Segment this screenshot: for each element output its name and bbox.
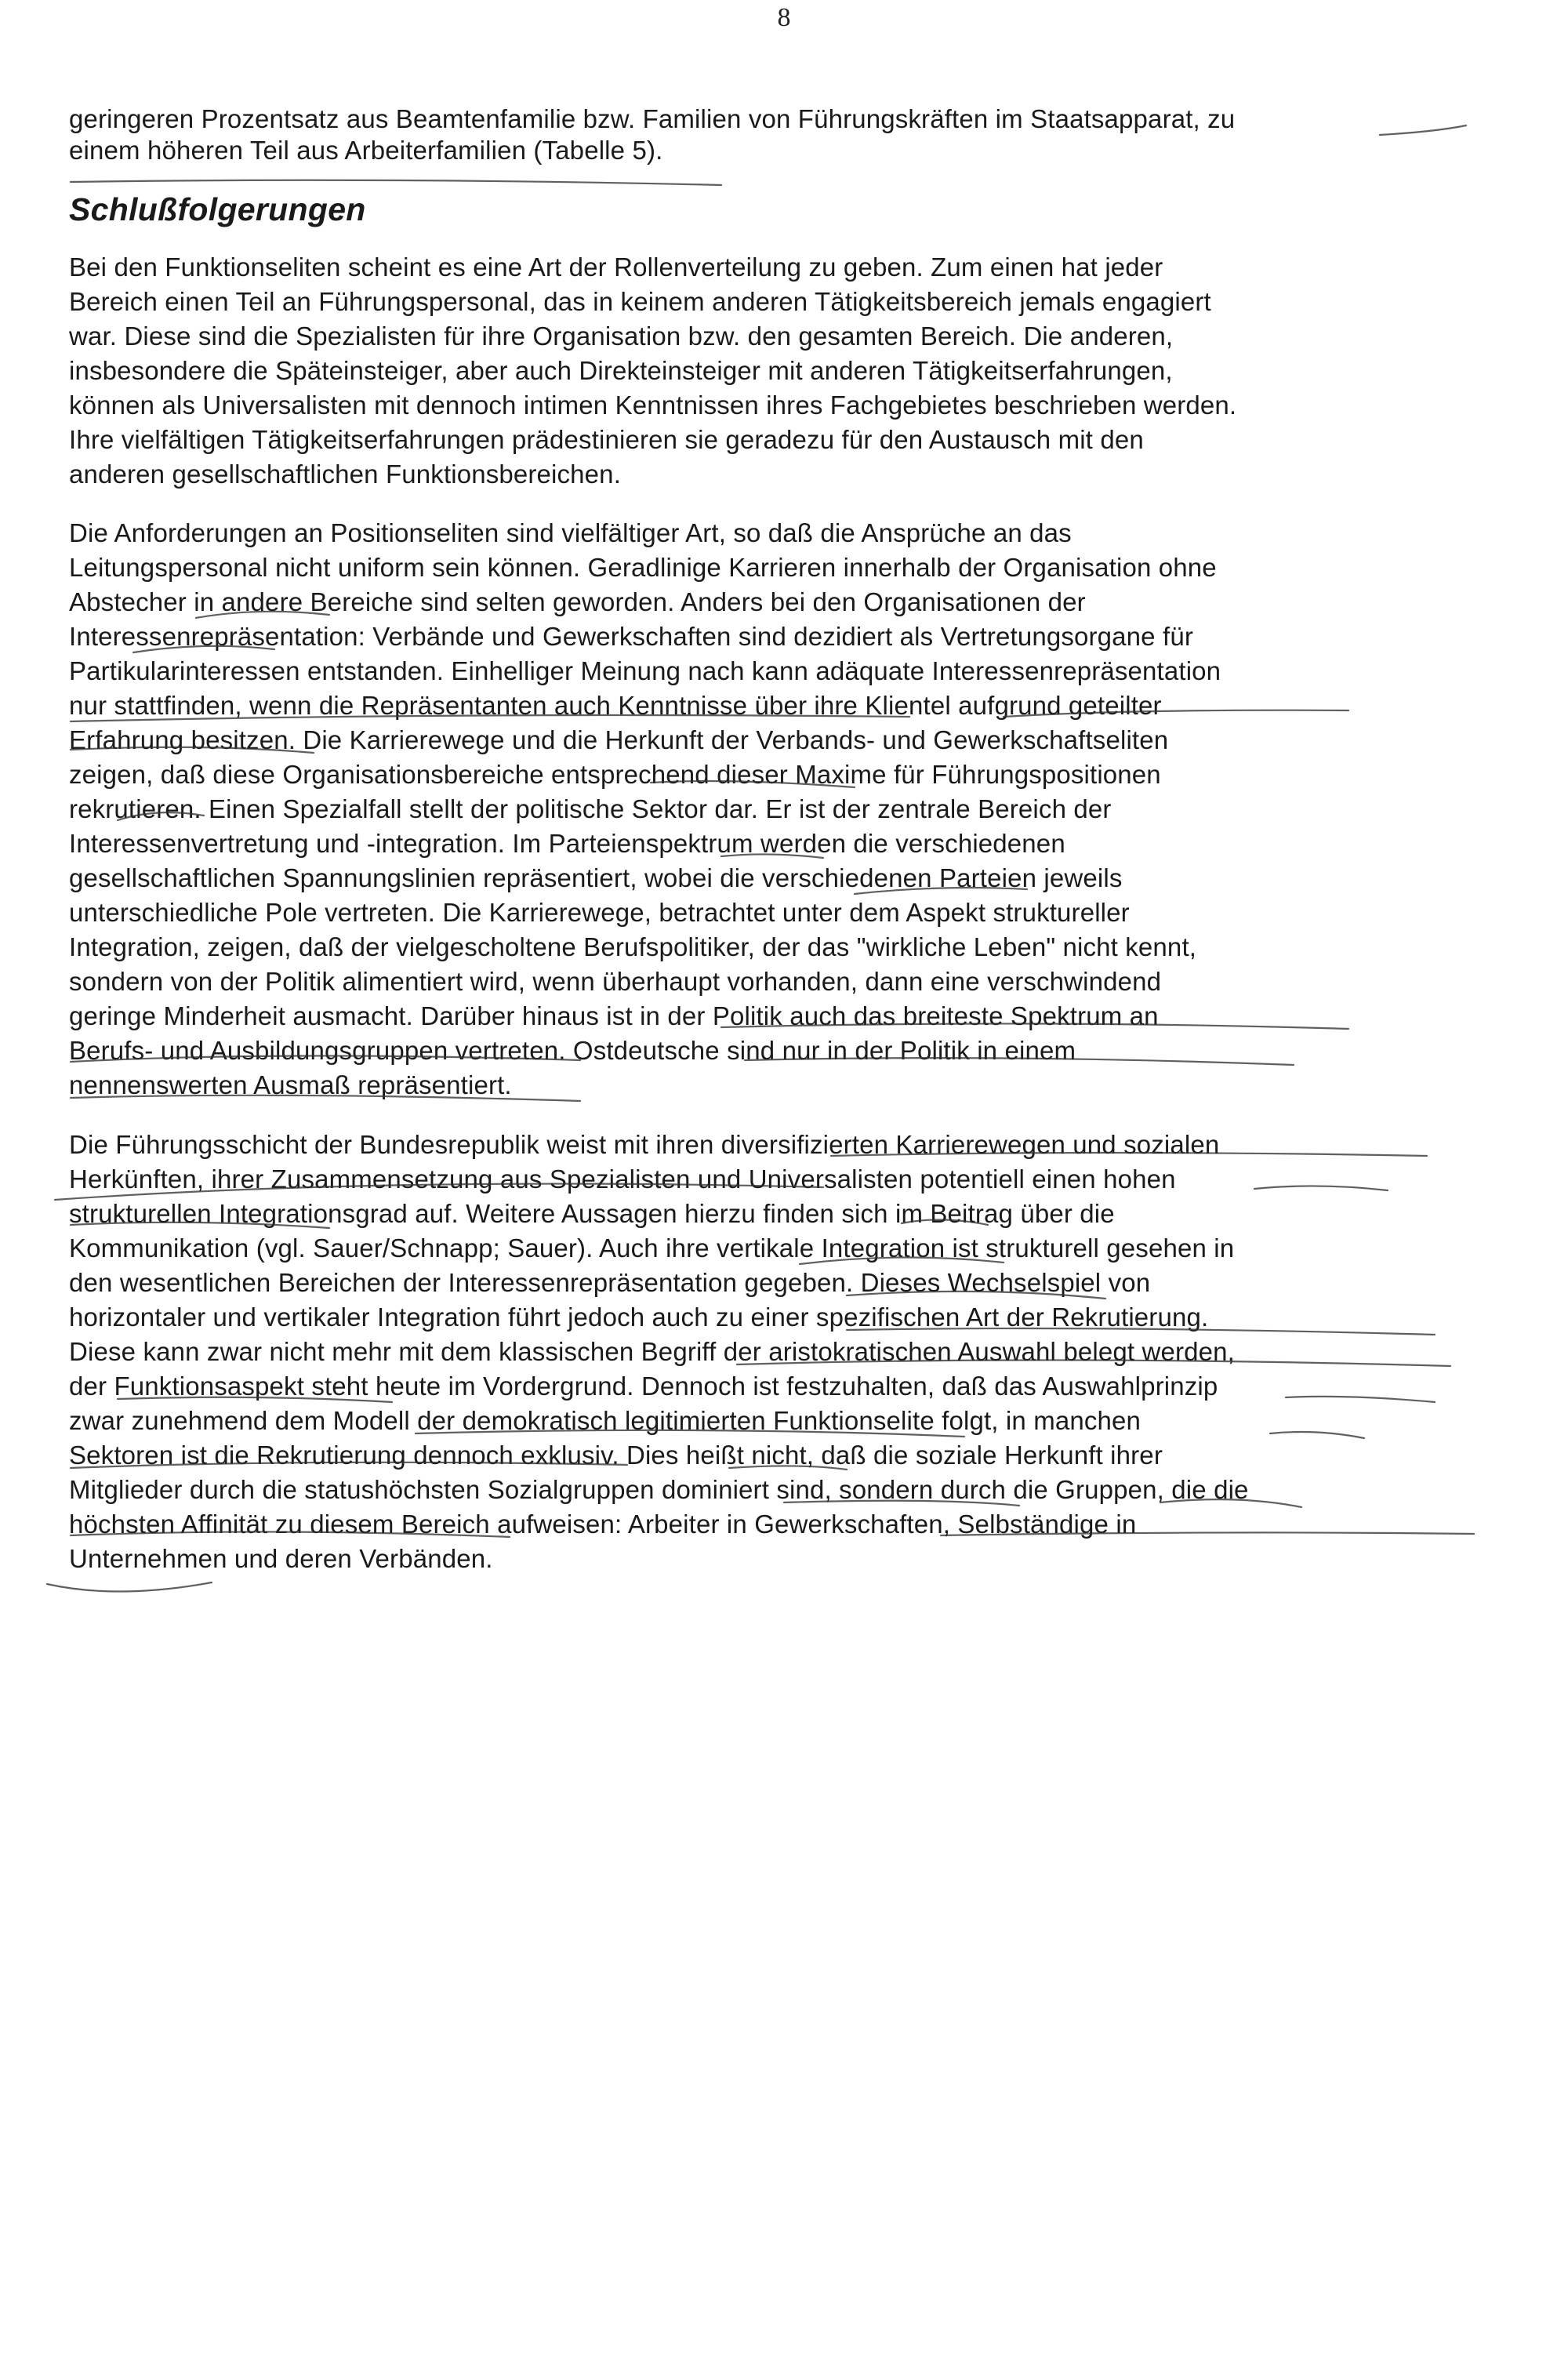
intro-line-1: geringeren Prozentsatz aus Beamtenfamilie bzw. Familien von Führungskräften im Staatsapparat, zu xyxy=(69,104,1236,133)
paragraph-2-line: Abstecher in andere Bereiche sind selten geworden. Anders bei den Organisationen der xyxy=(69,587,1086,616)
paragraph-3-line: Diese kann zwar nicht mehr mit dem klassischen Begriff der aristokratischen Auswahl belegt werden, xyxy=(69,1337,1235,1366)
paragraph-1-line: war. Diese sind die Spezialisten für ihre Organisation bzw. den gesamten Bereich. Die anderen, xyxy=(69,322,1174,351)
paragraph-2-line: gesellschaftlichen Spannungslinien repräsentiert, wobei die verschiedenen Parteien jeweils xyxy=(69,863,1123,892)
paragraph-1-line: Bei den Funktionseliten scheint es eine Art der Rollenverteilung zu geben. Zum einen hat jeder xyxy=(69,253,1163,282)
paragraph-2-line: Berufs- und Ausbildungsgruppen vertreten. Ostdeutsche sind nur in der Politik in einem xyxy=(69,1036,1076,1065)
paragraph-2-line: rekrutieren. Einen Spezialfall stellt der politische Sektor dar. Er ist der zentrale Bereich der xyxy=(69,794,1112,823)
paragraph-3-line: Kommunikation (vgl. Sauer/Schnapp; Sauer). Auch ihre vertikale Integration ist strukturell gesehen in xyxy=(69,1233,1235,1263)
paragraph-3-line: der Funktionsaspekt steht heute im Vordergrund. Dennoch ist festzuhalten, daß das Auswahlprinzip xyxy=(69,1372,1218,1401)
annotation-underline xyxy=(1380,125,1466,135)
section-heading: Schlußfolgerungen xyxy=(69,191,366,227)
paragraph-2-line: unterschiedliche Pole vertreten. Die Karrierewege, betrachtet unter dem Aspekt struktureller xyxy=(69,898,1130,927)
paragraph-1-line: Bereich einen Teil an Führungspersonal, das in keinem anderen Tätigkeitsbereich jemals engagiert xyxy=(69,287,1211,316)
paragraph-3-line: höchsten Affinität zu diesem Bereich aufweisen: Arbeiter in Gewerkschaften, Selbständige in xyxy=(69,1510,1137,1539)
paragraph-2-line: nur stattfinden, wenn die Repräsentanten auch Kenntnisse über ihre Klientel aufgrund geteilter xyxy=(69,691,1162,720)
paragraph-3-line: strukturellen Integrationsgrad auf. Weitere Aussagen hierzu finden sich im Beitrag über die xyxy=(69,1199,1115,1228)
paragraph-2-line: Integration, zeigen, daß der vielgescholtene Berufspolitiker, der das "wirkliche Leben" nicht kennt, xyxy=(69,932,1197,961)
annotation-underline xyxy=(1254,1186,1388,1190)
paragraph-2-line: Interessenrepräsentation: Verbände und Gewerkschaften sind dezidiert als Vertretungsorgane für xyxy=(69,622,1193,651)
paragraph-2-line: nennenswerten Ausmaß repräsentiert. xyxy=(69,1070,512,1099)
paragraph-1-line: insbesondere die Späteinsteiger, aber auch Direkteinsteiger mit anderen Tätigkeitserfahrungen, xyxy=(69,356,1173,385)
paragraph-2-line: Erfahrung besitzen. Die Karrierewege und die Herkunft der Verbands- und Gewerkschaftseliten xyxy=(69,725,1169,754)
annotation-underline xyxy=(47,1582,212,1592)
annotation-underline xyxy=(1270,1432,1364,1438)
paragraph-2-line: Die Anforderungen an Positionseliten sind vielfältiger Art, so daß die Ansprüche an das xyxy=(69,518,1072,547)
paragraph-3-line: Mitglieder durch die statushöchsten Sozialgruppen dominiert sind, sondern durch die Gruppen, die die xyxy=(69,1475,1249,1504)
paragraph-3-line: Unternehmen und deren Verbänden. xyxy=(69,1544,493,1573)
paragraph-2-line: zeigen, daß diese Organisationsbereiche entsprechend dieser Maxime für Führungspositionen xyxy=(69,760,1161,789)
intro-line-2: einem höheren Teil aus Arbeiterfamilien (Tabelle 5). xyxy=(69,136,663,165)
annotation-underline xyxy=(71,180,721,185)
paragraph-3-line: Sektoren ist die Rekrutierung dennoch exklusiv. Dies heißt nicht, daß die soziale Herkunft ihrer xyxy=(69,1441,1163,1470)
paragraph-3-line: Die Führungsschicht der Bundesrepublik weist mit ihren diversifizierten Karrierewegen und sozialen xyxy=(69,1130,1220,1159)
paragraph-1-line: anderen gesellschaftlichen Funktionsbereichen. xyxy=(69,460,622,489)
paragraph-2-line: Interessenvertretung und -integration. Im Parteienspektrum werden die verschiedenen xyxy=(69,829,1065,858)
paragraph-1-line: können als Universalisten mit dennoch intimen Kenntnissen ihres Fachgebietes beschrieben werden. xyxy=(69,391,1237,420)
paragraph-3-line: den wesentlichen Bereichen der Interessenrepräsentation gegeben. Dieses Wechselspiel von xyxy=(69,1268,1151,1297)
paragraph-2-line: geringe Minderheit ausmacht. Darüber hinaus ist in der Politik auch das breiteste Spektrum an xyxy=(69,1001,1159,1030)
paragraph-2-line: Partikularinteressen entstanden. Einhelliger Meinung nach kann adäquate Interessenrepräsentation xyxy=(69,656,1221,685)
paragraph-2-line: Leitungspersonal nicht uniform sein können. Geradlinige Karrieren innerhalb der Organisation ohne xyxy=(69,553,1217,582)
paragraph-3-line: Herkünften, ihrer Zusammensetzung aus Spezialisten und Universalisten potentiell einen hohen xyxy=(69,1164,1176,1194)
annotation-underline xyxy=(1286,1397,1435,1402)
page-number: 8 xyxy=(777,3,791,32)
paragraph-2-line: sondern von der Politik alimentiert wird, wenn überhaupt vorhanden, dann eine verschwindend xyxy=(69,967,1162,996)
paragraph-3-line: horizontaler und vertikaler Integration führt jedoch auch zu einer spezifischen Art der Rekrutierung. xyxy=(69,1303,1209,1332)
paragraph-1-line: Ihre vielfältigen Tätigkeitserfahrungen prädestinieren sie geradezu für den Austausch mit den xyxy=(69,425,1144,454)
paragraph-3-line: zwar zunehmend dem Modell der demokratisch legitimierten Funktionselite folgt, in manchen xyxy=(69,1406,1142,1435)
